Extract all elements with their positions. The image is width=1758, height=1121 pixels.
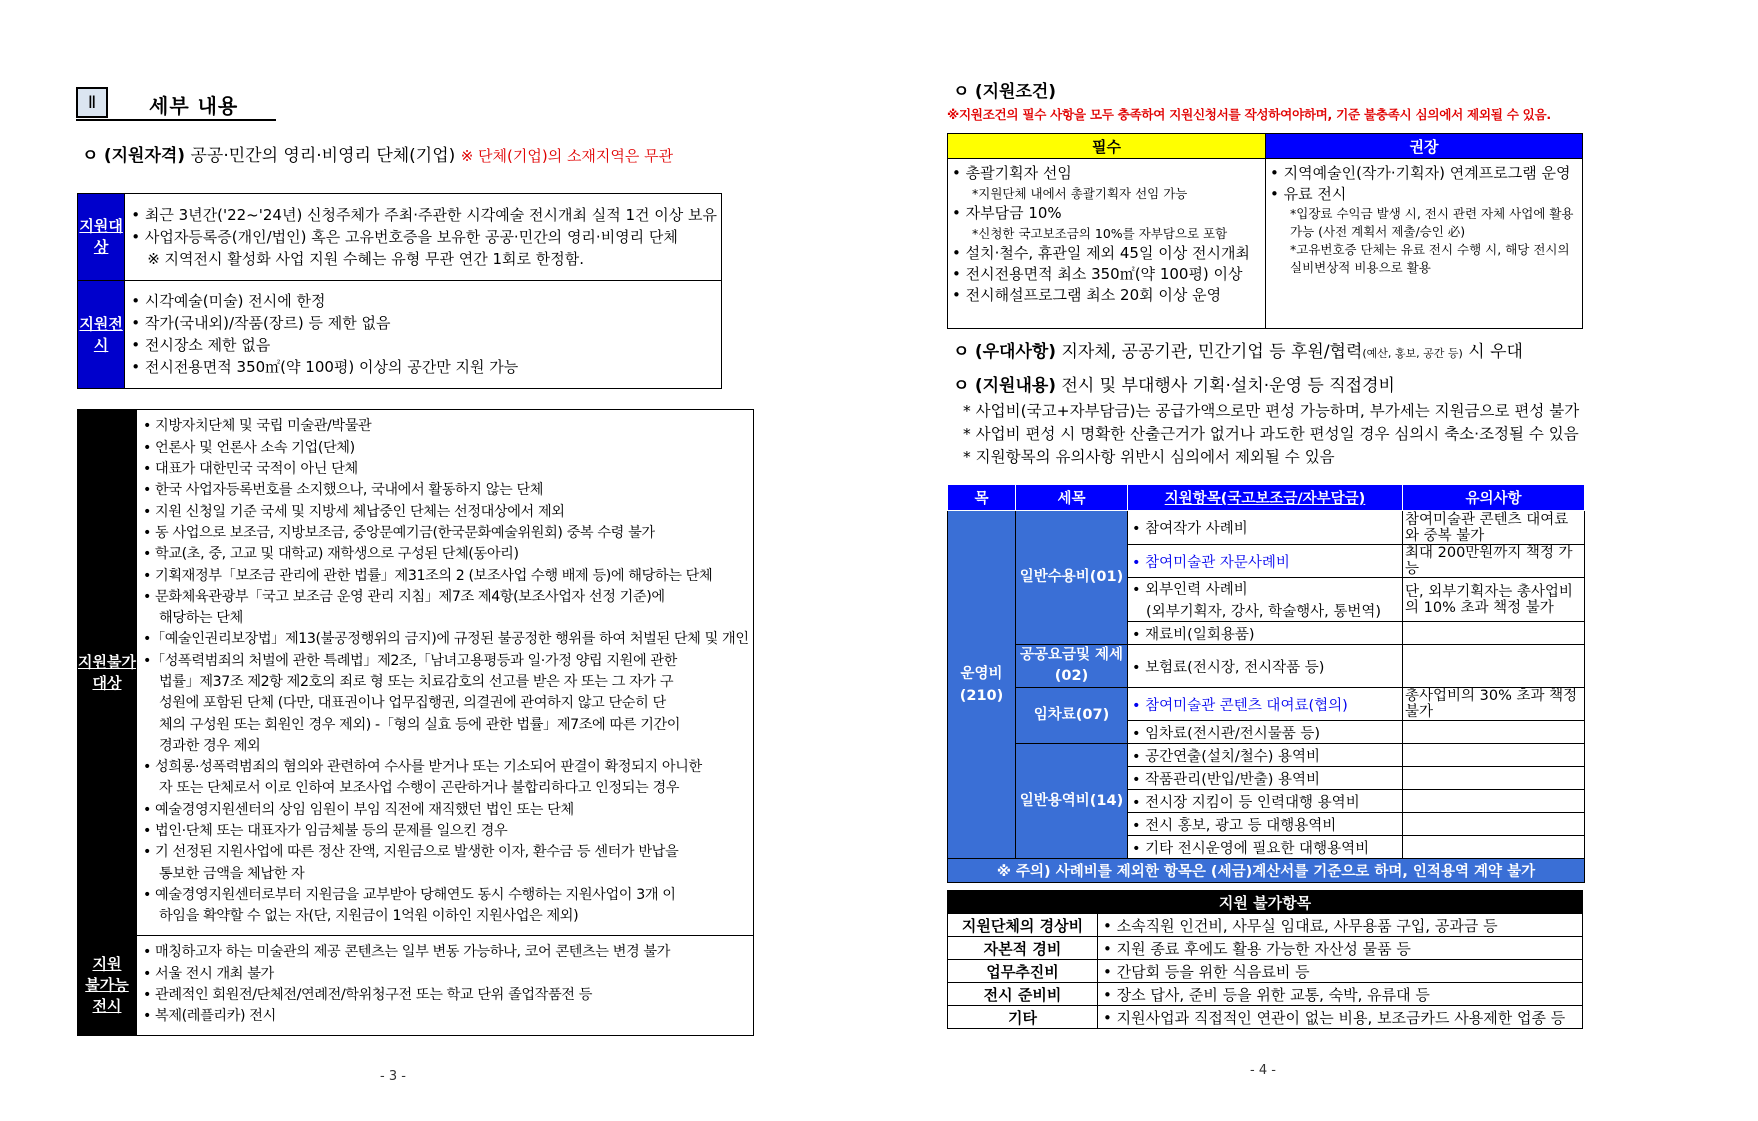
table-row <box>78 410 754 936</box>
table-row <box>78 936 754 1036</box>
row-name: 업무추진비 <box>948 960 1098 983</box>
bullet-mark: ㅇ <box>953 342 970 362</box>
budget-item: • 외부인력 사례비 <box>1128 578 1403 600</box>
list-item: • 지원 신청일 기준 국세 및 지방세 체납중인 단체는 선정대상에서 제외 <box>142 503 565 520</box>
eligibility-note: ※ 단체(기업)의 소재지역은 무관 <box>460 147 674 165</box>
category-line: (210) <box>959 687 1004 704</box>
list-item: • 전시장소 제한 없음 <box>131 336 271 354</box>
row-header-ineligible <box>78 410 137 936</box>
budget-item: • 참여미술관 콘텐츠 대여료(협의) <box>1128 688 1403 721</box>
list-item: • 예술경영지원센터의 상임 임원이 부임 직전에 재직했던 법인 또는 단체 <box>142 801 574 818</box>
content-note: * 지원항목의 유의사항 위반시 심의에서 제외될 수 있음 <box>963 448 1335 466</box>
content-text: 전시 및 부대행사 기획·설치·운영 등 직접경비 <box>1061 376 1395 396</box>
list-item: 해당하는 단체 <box>158 610 243 627</box>
row-desc: • 지원사업과 직접적인 연관이 없는 비용, 보조금카드 사용제한 업종 등 <box>1098 1006 1583 1029</box>
list-item: •「성폭력범죄의 처벌에 관한 특례법」제2조,「남녀고용평등과 일·가정 양립 지원에 관한 <box>142 652 677 669</box>
row-content <box>136 936 753 1036</box>
list-subnote: *입장료 수익금 발생 시, 전시 관련 자체 사업에 활용 가능 (사전 계획서 제출/승인 必) <box>1290 206 1574 239</box>
conditions-heading <box>953 77 1056 102</box>
header-line: 지원불가 <box>78 652 136 671</box>
list-item: • 기획재정부「보조금 관리에 관한 법률」제31조의 2 (보조사업 수행 배제 등)에 해당하는 단체 <box>142 567 713 584</box>
list-item: 경과한 경우 제외 <box>158 737 261 754</box>
list-item: 하임을 확약할 수 없는 자(단, 지원금이 1억원 이하인 지원사업은 제외) <box>158 908 579 925</box>
col-header: 세목 <box>1016 485 1128 511</box>
budget-subcategory: 공공요금및 제세(02) <box>1016 645 1128 688</box>
table-row <box>948 1006 1583 1029</box>
list-item: • 설치·철수, 휴관일 제외 45일 이상 전시개최 <box>952 244 1250 262</box>
recommended-header: 권장 <box>1266 134 1583 159</box>
preference-text: 지자체, 공공기관, 민간기업 등 후원/협력 <box>1061 342 1363 362</box>
list-item: 법률」제37조 제2항 제2호의 죄로 형 또는 치료감호의 선고를 받은 자 또는 그 자가 구 <box>158 674 674 690</box>
list-subnote: *지원단체 내에서 총괄기획자 선임 가능 <box>972 186 1188 201</box>
preference-line <box>953 337 1523 362</box>
list-item: • 기 선정된 지원사업에 따른 정산 잔액, 지원금으로 발생한 이자, 환수금 등 센터가 반납을 <box>142 844 679 861</box>
list-item: • 대표가 대한민국 국적이 아닌 단체 <box>142 461 358 478</box>
budget-item: • 임차료(전시관/전시물품 등) <box>1128 721 1403 744</box>
preference-label: (우대사항) <box>974 342 1057 362</box>
list-item: 성원에 포함된 단체 (다만, 대표권이나 업무집행권, 의결권에 관여하지 않고 단순히 단 <box>158 695 666 712</box>
budget-footer: ※ 주의) 사례비를 제외한 항목은 (세금)계산서를 기준으로 하며, 인적용역 계약 불가 <box>948 859 1585 883</box>
col-header: 지원항목(국고보조금/자부담금) <box>1128 485 1403 511</box>
list-item: • 자부담금 10% <box>952 204 1062 222</box>
budget-item: • 공간연출(설치/철수) 용역비 <box>1128 744 1403 767</box>
table-row <box>948 983 1583 1006</box>
list-item: • 관례적인 회원전/단체전/연례전/학위청구전 또는 학교 단위 졸업작품전 등 <box>142 987 593 1003</box>
list-item: • 서울 전시 개최 불가 <box>142 965 274 982</box>
header-line: 불가능 <box>85 976 129 994</box>
budget-table <box>947 484 1585 883</box>
list-item: • 시각예술(미술) 전시에 한정 <box>131 292 326 310</box>
budget-note: 참여미술관 콘텐츠 대여료와 중복 불가 <box>1403 511 1585 545</box>
eligibility-label: (지원자격) <box>103 146 186 166</box>
list-item: • 전시해설프로그램 최소 20회 이상 운영 <box>952 286 1222 304</box>
list-item: 자 또는 단체로서 이로 인하여 보조사업 수행이 곤란하거나 불합리하다고 인정되는 경우 <box>158 780 680 797</box>
budget-note: 단, 외부기획자는 총사업비의 10% 초과 책정 불가 <box>1403 578 1585 622</box>
list-item: • 복제(레플리카) 전시 <box>142 1008 276 1025</box>
row-desc: • 지원 종료 후에도 활용 가능한 자산성 물품 등 <box>1098 937 1583 960</box>
row-name: 지원단체의 경상비 <box>948 914 1098 937</box>
list-item: • 한국 사업자등록번호를 소지했으나, 국내에서 활동하지 않는 단체 <box>142 482 544 499</box>
eligibility-table <box>77 193 722 389</box>
budget-note <box>1403 767 1585 790</box>
budget-item: • 보험료(전시장, 전시작품 등) <box>1128 645 1403 688</box>
row-name: 자본적 경비 <box>948 937 1098 960</box>
row-header-target: 지원대상 <box>78 194 125 281</box>
required-list <box>948 159 1266 329</box>
col-header: 유의사항 <box>1403 485 1585 511</box>
budget-subcategory: 일반용역비(14) <box>1016 744 1128 859</box>
budget-note <box>1403 721 1585 744</box>
list-subnote: *고유번호증 단체는 유료 전시 수행 시, 해당 전시의 실비변상적 비용으로 활용 <box>1290 242 1570 275</box>
ineligible-table <box>77 409 754 1036</box>
budget-item: • 재료비(일회용품) <box>1128 622 1403 645</box>
list-item: • 법인·단체 또는 대표자가 임금체불 등의 문제를 일으킨 경우 <box>142 823 508 840</box>
budget-note <box>1403 645 1585 688</box>
recommended-list <box>1266 159 1583 329</box>
bullet-mark: ㅇ <box>953 376 970 396</box>
row-desc: • 소속직원 인건비, 사무실 임대료, 사무용품 구입, 공과금 등 <box>1098 914 1583 937</box>
list-item: • 성희롱·성폭력범죄의 혐의와 관련하여 수사를 받거나 또는 기소되어 판결이 확정되지 아니한 <box>142 759 702 776</box>
section-title: 세부 내용 <box>149 94 239 118</box>
budget-item: • 참여미술관 자문사례비 <box>1128 545 1403 578</box>
budget-subcategory: 일반수용비(01) <box>1016 511 1128 645</box>
list-item: ※ 지역전시 활성화 사업 지원 수혜는 유형 무관 연간 1회로 한정함. <box>147 249 585 268</box>
budget-category <box>948 511 1016 859</box>
list-item: 체의 구성원 또는 회원인 경우 제외) -「형의 실효 등에 관한 법률」제7조에 따른 기간이 <box>158 716 681 733</box>
row-desc: • 간담회 등을 위한 식음료비 등 <box>1098 960 1583 983</box>
section-number: Ⅱ <box>76 87 108 118</box>
header-line: 지원 <box>92 955 122 973</box>
budget-note: 최대 200만원까지 책정 가능 <box>1403 545 1585 578</box>
list-item: • 예술경영지원센터로부터 지원금을 교부받아 당해연도 동시 수행하는 지원사업이 3개 이 <box>142 886 676 903</box>
list-item: •「예술인권리보장법」제13(불공정행위의 금지)에 규정된 불공정한 행위를 하여 처벌된 단체 및 개인 <box>142 631 749 648</box>
list-item: • 작가(국내외)/작품(장르) 등 제한 없음 <box>131 314 391 332</box>
list-item: • 전시전용면적 350㎡(약 100평) 이상의 공간만 지원 가능 <box>131 358 519 376</box>
conditions-label: (지원조건) <box>974 82 1057 102</box>
not-supported-title: 지원 불가항목 <box>948 891 1583 914</box>
budget-note <box>1403 790 1585 813</box>
table-row <box>78 194 722 281</box>
budget-item: (외부기획자, 강사, 학술행사, 통번역) <box>1128 600 1403 622</box>
list-item: • 총괄기획자 선임 <box>952 164 1072 182</box>
budget-item: • 전시장 지킴이 등 인력대행 용역비 <box>1128 790 1403 813</box>
header-line: 전시 <box>92 997 122 1015</box>
list-item: • 사업자등록증(개인/법인) 혹은 고유번호증을 보유한 공공·민간의 영리·비영리 단체 <box>131 227 678 246</box>
list-item: • 문화체육관광부「국고 보조금 운영 관리 지침」제7조 제4항(보조사업자 선정 기준)에 <box>142 588 665 605</box>
page-4 <box>879 0 1758 1121</box>
budget-item: • 전시 홍보, 광고 등 대행용역비 <box>1128 813 1403 836</box>
col-header: 목 <box>948 485 1016 511</box>
list-item: • 전시전용면적 최소 350㎡(약 100평) 이상 <box>952 265 1243 283</box>
budget-item: • 작품관리(반입/반출) 용역비 <box>1128 767 1403 790</box>
conditions-table <box>947 133 1583 329</box>
budget-note: 총사업비의 30% 초과 책정 불가 <box>1403 688 1585 721</box>
list-item: • 동 사업으로 보조금, 지방보조금, 중앙문예기금(한국문화예술위원회) 중복 수령 불가 <box>142 524 655 541</box>
not-supported-table <box>947 890 1583 1029</box>
budget-note <box>1403 836 1585 859</box>
row-name: 전시 준비비 <box>948 983 1098 1006</box>
category-line: 운영비 <box>960 665 1003 682</box>
list-item: • 매칭하고자 하는 미술관의 제공 콘텐츠는 일부 변동 가능하나, 코어 콘텐츠는 변경 불가 <box>142 944 671 961</box>
list-item: 통보한 금액을 체납한 자 <box>158 865 305 882</box>
preference-tail: 시 우대 <box>1468 342 1523 362</box>
budget-note <box>1403 744 1585 767</box>
list-item: • 학교(초, 중, 고교 및 대학교) 재학생으로 구성된 단체(동아리) <box>142 546 519 563</box>
eligibility-line <box>82 141 673 166</box>
budget-note <box>1403 813 1585 836</box>
row-desc: • 장소 답사, 준비 등을 위한 교통, 숙박, 유류대 등 <box>1098 983 1583 1006</box>
header-line: 대상 <box>92 673 122 692</box>
content-note: * 사업비 편성 시 명확한 산출근거가 없거나 과도한 편성일 경우 심의시 축소·조정될 수 있음 <box>963 425 1579 443</box>
bullet-mark: ㅇ <box>953 82 970 102</box>
table-row <box>948 914 1583 937</box>
page-number: - 3 - <box>380 1069 406 1084</box>
list-item: • 지방자치단체 및 국립 미술관/박물관 <box>142 418 372 435</box>
budget-subcategory: 임차료(07) <box>1016 688 1128 744</box>
row-name: 기타 <box>948 1006 1098 1029</box>
list-item: • 지역예술인(작가·기획자) 연계프로그램 운영 <box>1270 164 1571 182</box>
eligibility-text: 공공·민간의 영리·비영리 단체(기업) <box>190 146 456 166</box>
content-line <box>953 371 1395 396</box>
row-content <box>125 194 722 281</box>
section-header <box>76 87 276 121</box>
bullet-mark: ㅇ <box>82 146 99 166</box>
content-note: * 사업비(국고+자부담금)는 공급가액으로만 편성 가능하며, 부가세는 지원금으로 편성 불가 <box>963 402 1580 420</box>
budget-note <box>1403 622 1585 645</box>
budget-item: • 기타 전시운영에 필요한 대행용역비 <box>1128 836 1403 859</box>
list-item: • 최근 3년간('22~'24년) 신청주체가 주최·주관한 시각예술 전시개최 실적 1건 이상 보유 <box>131 205 717 224</box>
list-subnote: *신청한 국고보조금의 10%를 자부담으로 포함 <box>972 226 1228 241</box>
table-row <box>948 960 1583 983</box>
list-item: • 언론사 및 언론사 소속 기업(단체) <box>142 439 355 456</box>
conditions-warning: ※지원조건의 필수 사항을 모두 충족하여 지원신청서를 작성하여야하며, 기준 불충족시 심의에서 제외될 수 있음. <box>947 107 1551 122</box>
list-item: • 유료 전시 <box>1270 185 1347 203</box>
preference-small: (예산, 홍보, 공간 등) <box>1362 347 1463 360</box>
table-row <box>948 937 1583 960</box>
required-header: 필수 <box>948 134 1266 159</box>
content-label: (지원내용) <box>974 376 1057 396</box>
row-content <box>136 410 753 936</box>
budget-item: • 참여작가 사례비 <box>1128 511 1403 545</box>
row-content <box>125 281 722 389</box>
row-header-exhibition: 지원전시 <box>78 281 125 389</box>
row-header-impossible <box>78 936 137 1036</box>
page-number: - 4 - <box>1250 1063 1276 1078</box>
table-row <box>78 281 722 389</box>
